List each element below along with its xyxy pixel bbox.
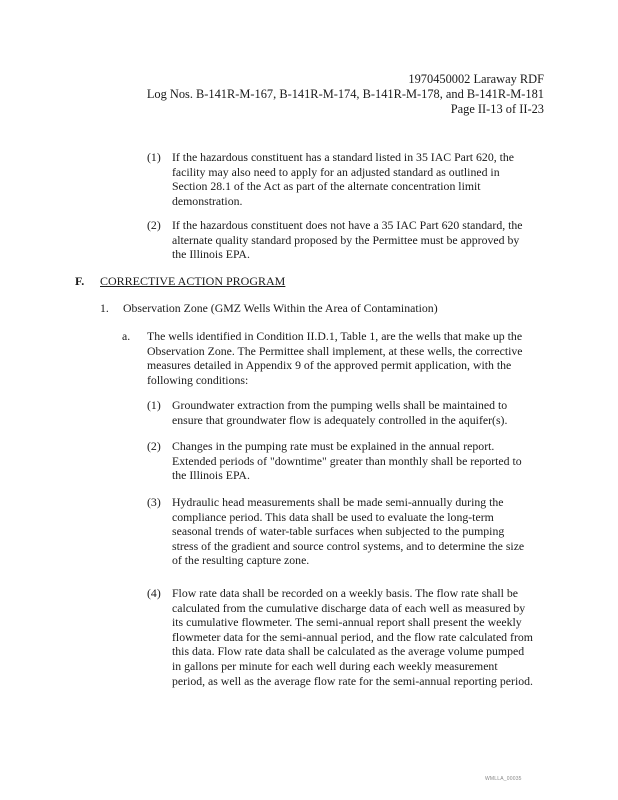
text-line: If the hazardous constituent does not have a 35 IAC Part 620 standard, the [172,218,523,232]
item-text [172,495,552,568]
header-permit-line: 1970450002 Laraway RDF [408,72,544,86]
text-line: Section 28.1 of the Act as part of the alternate concentration limit [172,179,481,194]
text-line: Groundwater extraction from the pumping wells shall be maintained to [172,398,508,412]
item-number: (2) [147,218,161,232]
text-line: Observation Zone. The Permittee shall implement, at these wells, the corrective [147,343,523,358]
item-number: (3) [147,495,161,509]
text-line: following conditions: [147,372,249,387]
text-line: Changes in the pumping rate must be explained in the annual report. [172,439,495,453]
text-line: period, as well as the average flow rate for the semi-annual reporting period. [172,673,533,688]
text-line: compliance period. This data shall be used to evaluate the long-term [172,509,494,524]
text-line: demonstration. [172,193,243,208]
item-text [172,150,552,208]
page-header [147,72,544,117]
text-line: in gallons per minute for each well during each weekly measurement [172,658,498,673]
text-line: this data. Flow rate data shall be calculated as the average volume pumped [172,644,525,659]
text-line: Hydraulic head measurements shall be made semi-annually during the [172,495,504,509]
text-line: the Illinois EPA. [172,468,250,483]
section-title: CORRECTIVE ACTION PROGRAM [100,274,286,288]
item-number: (1) [147,150,161,164]
text-line: facility may also need to apply for an adjusted standard as outlined in [172,164,500,179]
item-text [172,586,552,688]
item-text [172,398,552,427]
paragraph-text [147,329,547,387]
paragraph-letter: a. [122,329,131,343]
text-line: alternate quality standard proposed by the Permittee must be approved by [172,232,520,247]
subsection-number: 1. [100,301,109,315]
text-line: If the hazardous constituent has a standard listed in 35 IAC Part 620, the [172,150,515,164]
text-line: The wells identified in Condition II.D.1, Table 1, are the wells that make up the [147,329,523,343]
item-number: (1) [147,398,161,412]
text-line: Flow rate data shall be recorded on a weekly basis. The flow rate shall be [172,586,519,600]
bates-stamp: WMLLA_00035 [485,776,522,782]
text-line: the Illinois EPA. [172,247,250,262]
header-page-number: Page II-13 of II-23 [450,102,544,116]
text-line: measures detailed in Appendix 9 of the approved permit application, with the [147,358,512,373]
text-line: calculated from the cumulative discharge data of each well as measured by [172,600,526,615]
text-line: seasonal trends of water-table surfaces when subjected to the pumping [172,524,505,539]
text-line: of the resulting capture zone. [172,553,310,568]
text-line: its cumulative flowmeter. The semi-annual report shall present the weekly [172,615,522,630]
item-number: (2) [147,439,161,453]
item-number: (4) [147,586,161,600]
text-line: flowmeter data for the semi-annual period, and the flow rate calculated from [172,629,533,644]
item-text [172,439,552,483]
subsection-title: Observation Zone (GMZ Wells Within the Area of Contamination) [123,301,438,315]
text-line: ensure that groundwater flow is adequately controlled in the aquifer(s). [172,412,508,427]
text-line: Extended periods of "downtime" greater than monthly shall be reported to [172,453,522,468]
item-text [172,218,552,262]
section-letter: F. [75,274,85,288]
header-log-numbers: Log Nos. B-141R-M-167, B-141R-M-174, B-141R-M-178, and B-141R-M-181 [146,87,544,101]
text-line: stress of the gradient and source control systems, and to determine the size [172,538,525,553]
